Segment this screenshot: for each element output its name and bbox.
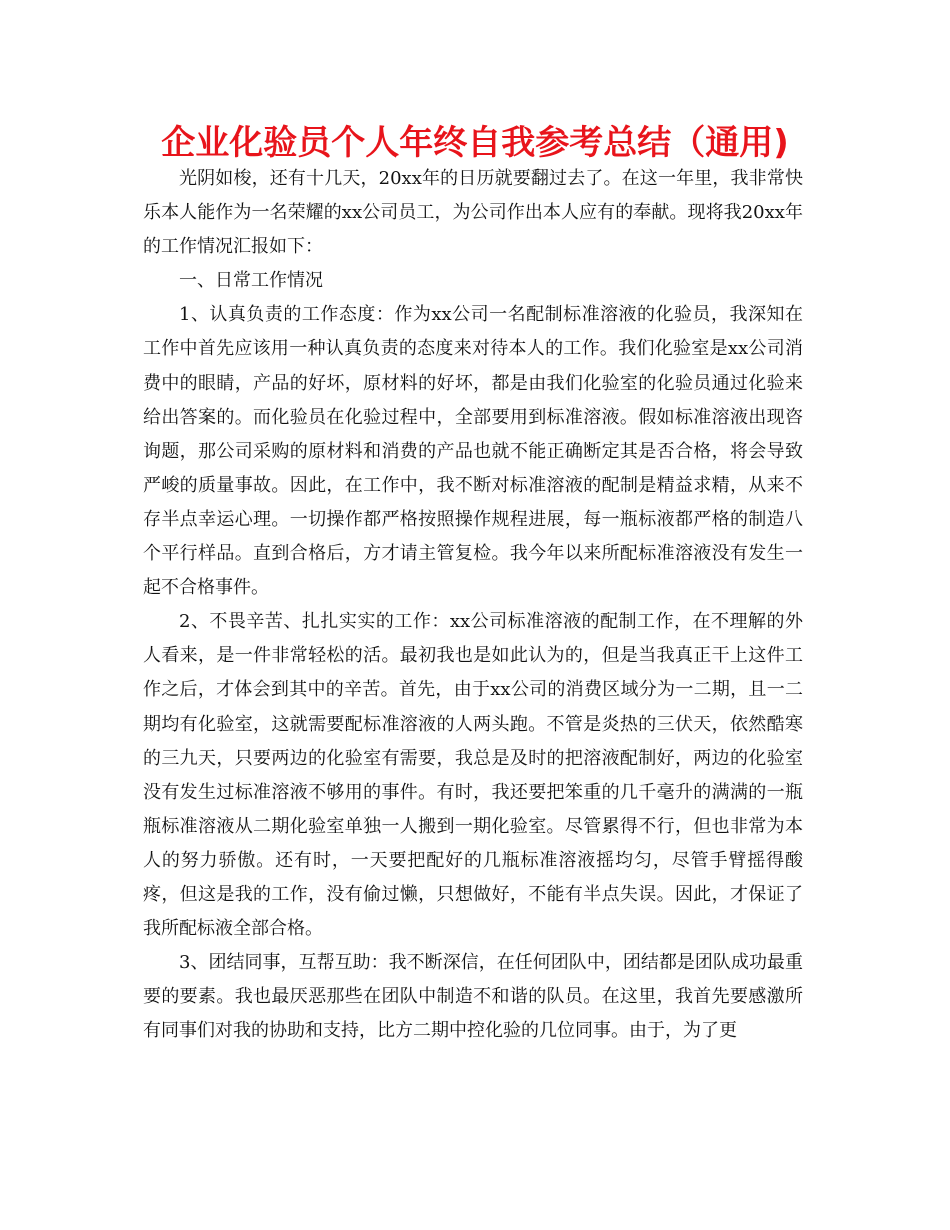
paragraph-intro: 光阴如梭，还有十几天，20xx年的日历就要翻过去了。在这一年里，我非常快乐本人能作为一名荣耀的xx公司员工，为公司作出本人应有的奉献。现将我20xx年的工作情况汇报如下： bbox=[143, 168, 803, 258]
section-heading: 一、日常工作情况 bbox=[179, 270, 323, 292]
paragraph-item-3: 3、团结同事，互帮互助：我不断深信，在任何团队中，团结都是团队成功最重要的要素。我也最厌恶那些在团队中制造不和谐的队员。在这里，我首先要感激所有同事们对我的协助和支持，比方二期中控化验的几位同事。由于，为了更 bbox=[143, 952, 803, 1042]
paragraph-item-2: 2、不畏辛苦、扎扎实实的工作：xx公司标准溶液的配制工作，在不理解的外人看来，是一件非常轻松的活。最初我也是如此认为的，但是当我真正干上这件工作之后，才体会到其中的辛苦。首先，由于xx公司的消费区域分为一二期，且一二期均有化验室，这就需要配标准溶液的人两头跑。不管是炎热的三伏天，依然酷寒的三九天，只要两边的化验室有需要，我总是及时的把溶液配制好，两边的化验室没有发生过标准溶液不够用的事件。有时，我还要把笨重的几千毫升的满满的一瓶瓶标准溶液从二期化验室单独一人搬到一期化验室。尽管累得不行，但也非常为本人的努力骄傲。还有时，一天要把配好的几瓶标准溶液摇均匀，尽管手臂摇得酸疼，但这是我的工作，没有偷过懒，只想做好，不能有半点失误。因此，才保证了我所配标液全部合格。 bbox=[143, 611, 803, 940]
document-title: 企业化验员个人年终自我参考总结（通用) bbox=[161, 123, 789, 163]
paragraph-item-1: 1、认真负责的工作态度：作为xx公司一名配制标准溶液的化验员，我深知在工作中首先应该用一种认真负责的态度来对待本人的工作。我们化验室是xx公司消费中的眼睛，产品的好坏，原材料的好坏，都是由我们化验室的化验员通过化验来给出答案的。而化验员在化验过程中，全部要用到标准溶液。假如标准溶液出现咨询题，那公司采购的原材料和消费的产品也就不能正确断定其是否合格，将会导致严峻的质量事故。因此，在工作中，我不断对标准溶液的配制是精益求精，从来不存半点幸运心理。一切操作都严格按照操作规程进展，每一瓶标液都严格的制造八个平行样品。直到合格后，方才请主管复检。我今年以来所配标准溶液没有发生一起不合格事件。 bbox=[143, 304, 803, 599]
document-body bbox=[143, 162, 803, 1048]
